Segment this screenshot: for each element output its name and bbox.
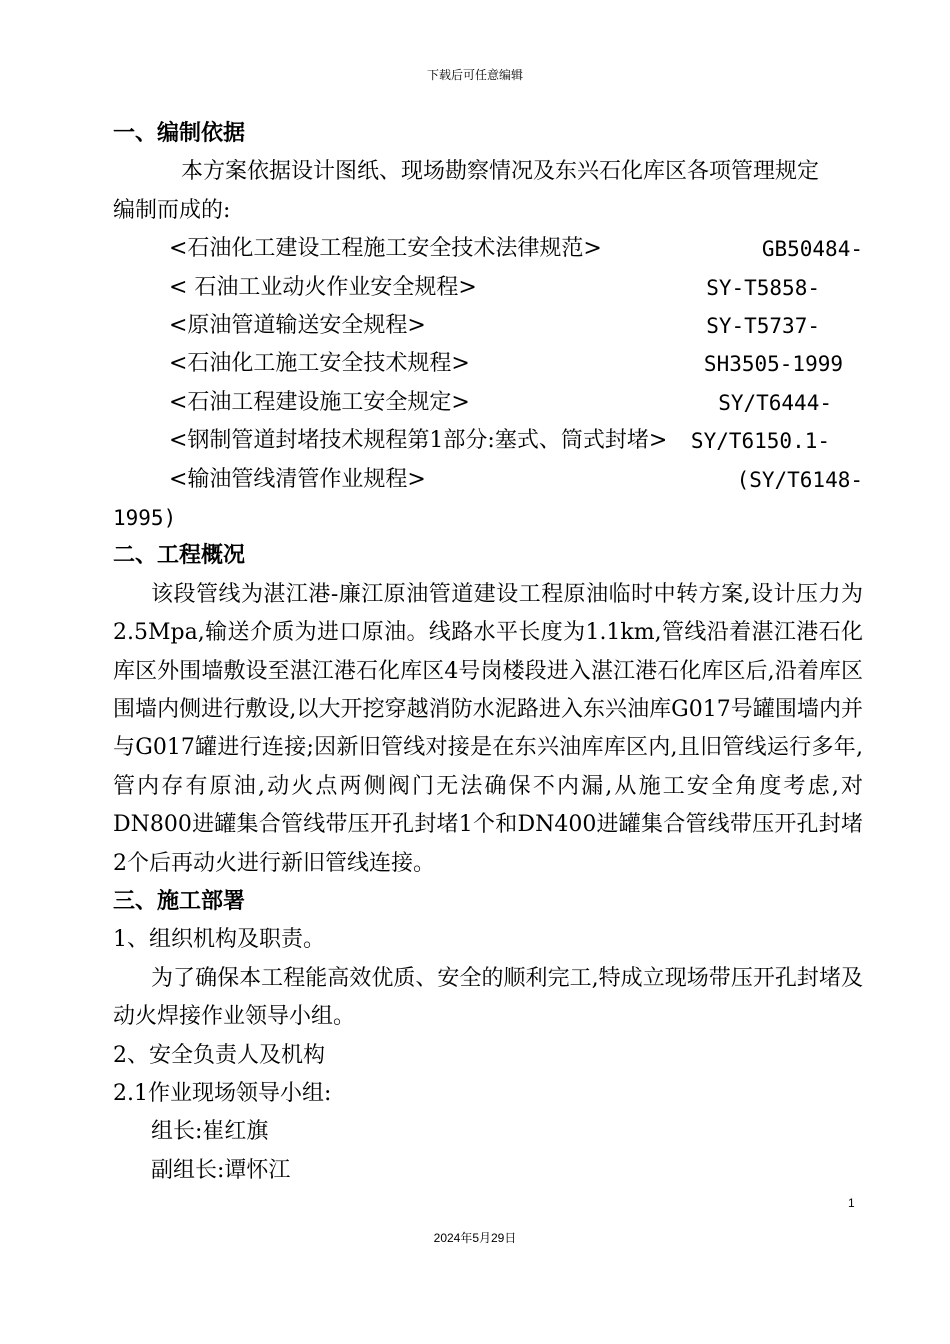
reference-title: < 石油工业动火作业安全规程> xyxy=(169,274,477,300)
reference-item xyxy=(113,230,863,268)
reference-item xyxy=(113,384,863,422)
reference-title: <输油管线清管作业规程> xyxy=(169,466,426,492)
section-1-title: 一、编制依据 xyxy=(113,121,246,146)
reference-code: GB50484- xyxy=(761,237,863,262)
reference-title: <石油工程建设施工安全规定> xyxy=(169,389,470,415)
reference-title: <原油管道输送安全规程> xyxy=(169,312,426,338)
section-3-item-2-1: 2.1作业现场领导小组: xyxy=(113,1080,332,1106)
reference-title: <钢制管道封堵技术规程第1部分:塞式、筒式封堵> xyxy=(169,428,668,454)
reference-item xyxy=(113,345,863,383)
reference-item xyxy=(113,307,863,345)
section-3-item-2: 2、安全负责人及机构 xyxy=(113,1042,325,1068)
footer-date: 2024年5月29日 xyxy=(433,1231,517,1245)
section-2-title: 二、工程概况 xyxy=(113,543,246,569)
section-1-intro-line-2: 编制而成的: xyxy=(113,197,231,223)
leader-line: 组长:崔红旗 xyxy=(151,1119,269,1145)
reference-title: <石油化工施工安全技术规程> xyxy=(169,351,470,377)
reference-item xyxy=(113,461,863,499)
deputy-leader-line: 副组长:谭怀江 xyxy=(151,1157,291,1183)
section-1-intro-line-1: 本方案依据设计图纸、现场勘察情况及东兴石化库区各项管理规定 xyxy=(181,159,820,185)
reference-item xyxy=(113,269,863,307)
reference-code: SY/T6150.1- xyxy=(690,429,830,454)
reference-code: SY-T5737- xyxy=(706,313,820,338)
reference-tail: 1995) xyxy=(113,505,177,530)
reference-code: SY/T6444- xyxy=(718,390,832,415)
reference-code: SH3505-1999 xyxy=(703,352,843,377)
reference-title: <石油化工建设工程施工安全技术法律规范> xyxy=(169,236,602,262)
page-header: 下载后可任意编辑 xyxy=(426,68,523,82)
reference-code: (SY/T6148- xyxy=(736,467,863,492)
section-3-item-1: 1、组织机构及职责。 xyxy=(113,927,325,953)
reference-code: SY-T5858- xyxy=(706,275,820,300)
section-3-item-1-body: 为了确保本工程能高效优质、安全的顺利完工,特成立现场带压开孔封堵及动火焊接作业领导小组。 xyxy=(113,965,863,1030)
section-3-title: 三、施工部署 xyxy=(113,888,246,914)
reference-item xyxy=(113,422,863,460)
section-2-body: 该段管线为湛江港-廉江原油管道建设工程原油临时中转方案,设计压力为2.5Mpa,输送介质为进口原油。线路水平长度为1.1km,管线沿着湛江港石化库区外围墙敷设至湛江港石化库区4号岗楼段进入湛江港石化库区后,沿着库区围墙内侧进行敷设,以大开挖穿越消防水泥路进入东兴油库G017号罐围墙内并与G017罐进行连接;因新旧管线对接是在东兴油库库区内,且旧管线运行多年,管内存有原油,动火点两侧阀门无法确保不内漏,从施工安全角度考虑,对DN800进罐集合管线带压开孔封堵1个和DN400进罐集合管线带压开孔封堵2个后再动火进行新旧管线连接。 xyxy=(113,581,863,876)
document-body xyxy=(113,115,863,1190)
page-number: 1 xyxy=(848,1196,855,1210)
